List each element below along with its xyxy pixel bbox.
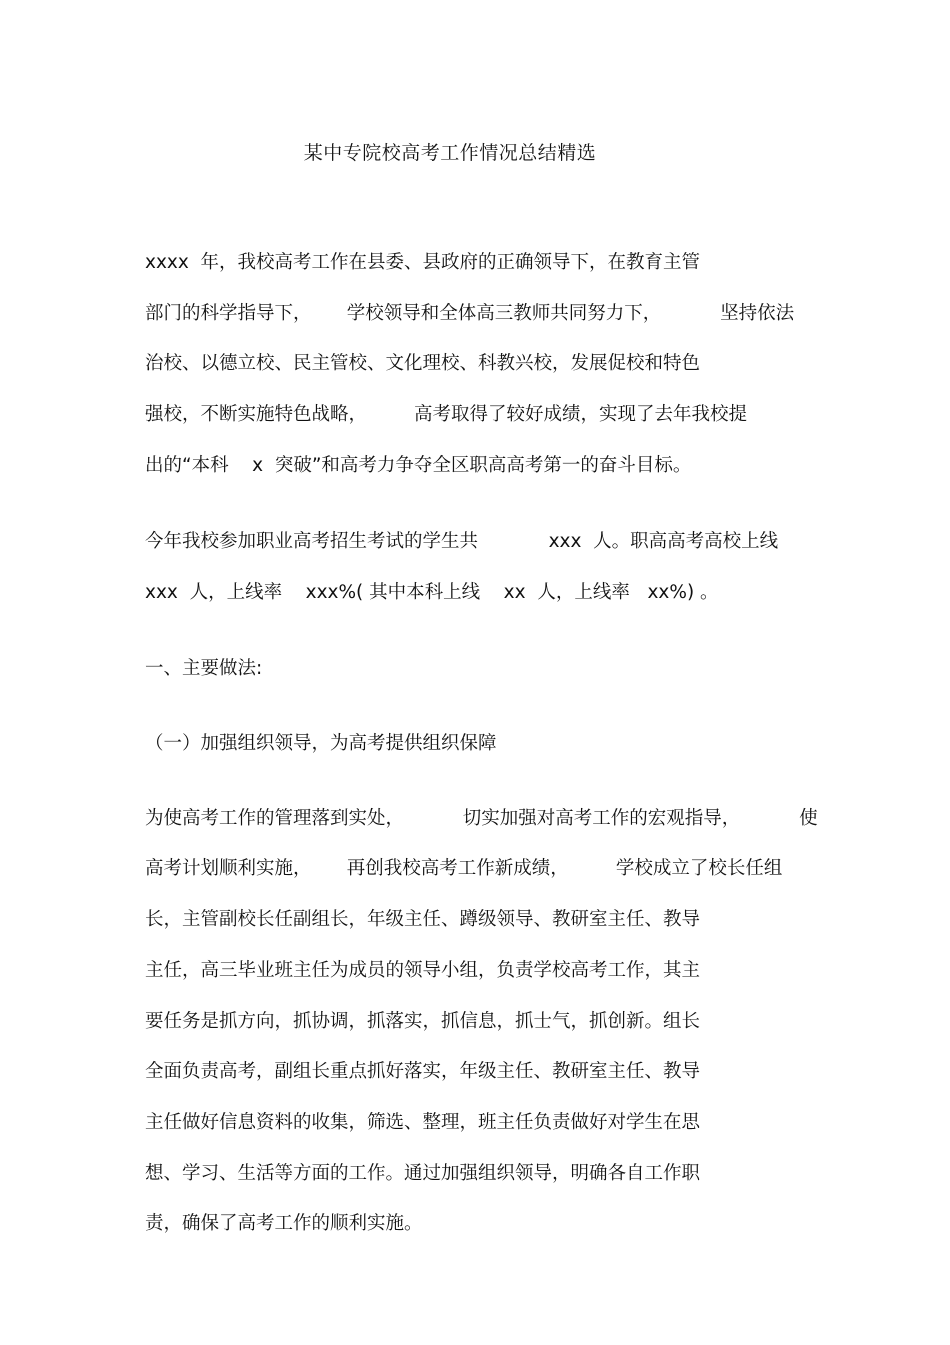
- text-line: 今年我校参加职业高考招生考试的学生共 xxx 人。职高高考高校上线: [145, 531, 779, 552]
- section-heading: 一、主要做法:: [145, 658, 263, 679]
- text-line: xxx 人，上线率 xxx%( 其中本科上线 xx 人，上线率 xx%) 。: [145, 582, 719, 603]
- text-line: 想、学习、生活等方面的工作。通过加强组织领导，明确各自工作职: [145, 1163, 701, 1184]
- text-line: 主任做好信息资料的收集，筛选、整理，班主任负责做好对学生在思: [145, 1112, 701, 1133]
- text-line: 全面负责高考，副组长重点抓好落实，年级主任、教研室主任、教导: [145, 1061, 701, 1082]
- text-line: 主任，高三毕业班主任为成员的领导小组，负责学校高考工作，其主: [145, 960, 701, 981]
- document-title: 某中专院校高考工作情况总结精选: [303, 142, 597, 164]
- text-line: 为使高考工作的管理落到实处， 切实加强对高考工作的宏观指导， 使: [145, 808, 818, 829]
- text-line: 高考计划顺利实施， 再创我校高考工作新成绩， 学校成立了校长任组: [145, 858, 783, 879]
- text-line: 长，主管副校长任副组长，年级主任、蹲级领导、教研室主任、教导: [145, 909, 701, 930]
- text-line: 要任务是抓方向，抓协调，抓落实，抓信息，抓士气，抓创新。组长: [145, 1011, 701, 1032]
- text-line: 强校，不断实施特色战略， 高考取得了较好成绩，实现了去年我校提: [145, 404, 748, 425]
- text-line: xxxx 年，我校高考工作在县委、县政府的正确领导下，在教育主管: [145, 252, 701, 273]
- text-line: 责，确保了高考工作的顺利实施。: [145, 1213, 423, 1234]
- text-line: 治校、以德立校、民主管校、文化理校、科教兴校，发展促校和特色: [145, 353, 701, 374]
- text-line: 部门的科学指导下， 学校领导和全体高三教师共同努力下， 坚持依法: [145, 303, 795, 324]
- text-line: 出的“本科 x 突破”和高考力争夺全区职高高考第一的奋斗目标。: [145, 455, 692, 476]
- subsection-heading: （一）加强组织领导，为高考提供组织保障: [145, 733, 497, 754]
